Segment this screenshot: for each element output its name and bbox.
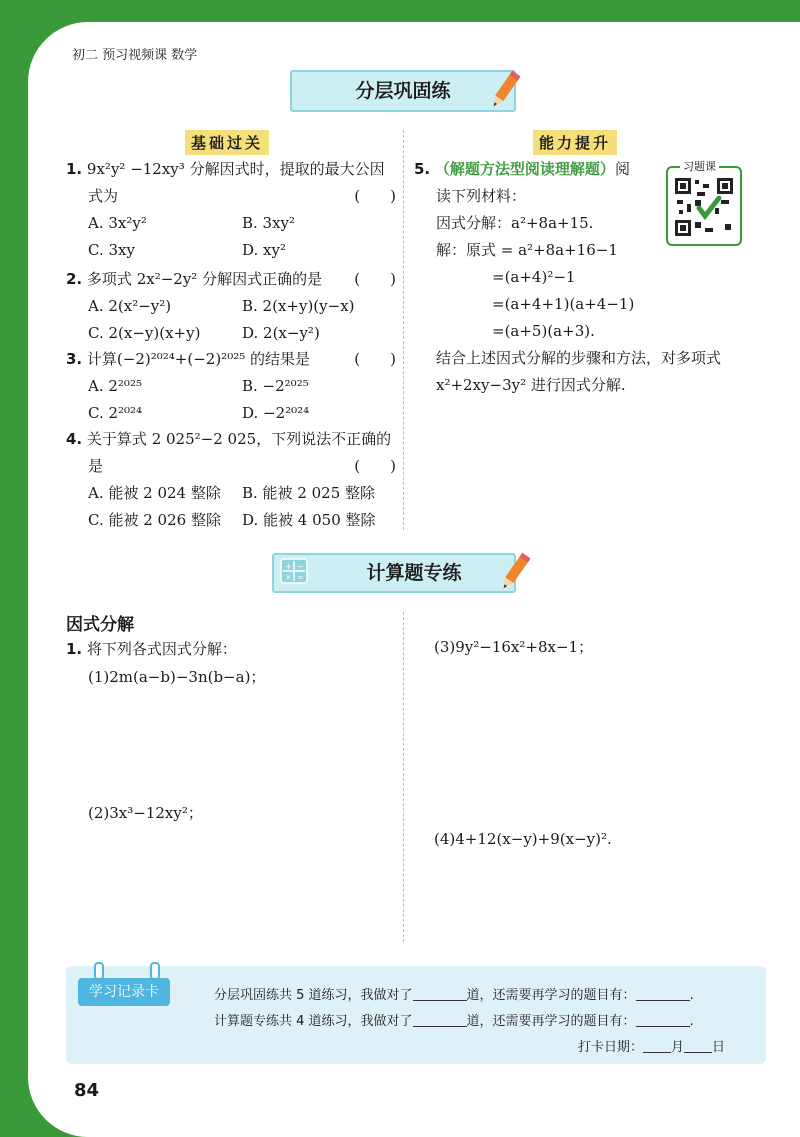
day-blank[interactable] — [684, 1038, 712, 1053]
question-stem: 阅 — [614, 160, 630, 178]
option-b[interactable]: B. 2(x+y)(y−x) — [242, 297, 355, 315]
record-text: 日 — [712, 1040, 726, 1055]
column-divider — [403, 130, 404, 530]
section-title: 因式分解 — [66, 615, 134, 635]
tag-advanced: 能力提升 — [533, 130, 617, 155]
column-divider — [403, 612, 404, 942]
question-number: 1. — [66, 160, 83, 178]
correct-count-blank-2[interactable] — [413, 1012, 467, 1027]
option-d[interactable]: D. 2(x−y²) — [242, 324, 320, 342]
sub-problem-3[interactable]: (3)9y²−16x²+8x−1； — [434, 638, 594, 656]
question-instruction: 结合上述因式分解的步骤和方法，对多项式 — [436, 349, 722, 367]
question-4 — [66, 426, 396, 534]
option-a[interactable]: A. 3x²y² — [88, 214, 147, 232]
option-b[interactable]: B. 能被 2 025 整除 — [242, 484, 376, 502]
question-1 — [66, 156, 396, 264]
qr-code-icon — [675, 178, 733, 236]
question-number: 5. — [414, 160, 431, 178]
qr-label: 习题课 — [680, 158, 719, 174]
tag-basic: 基础过关 — [185, 130, 269, 155]
page-header: 初二 预习视频课 数学 — [72, 48, 198, 63]
banner-layered-practice — [290, 70, 516, 112]
pencil-icon — [490, 68, 520, 112]
question-stem: 计算(−2)²⁰²⁴+(−2)²⁰²⁵ 的结果是 — [86, 350, 310, 368]
question-instruction: x²+2xy−3y² 进行因式分解. — [436, 376, 626, 394]
page-number: 84 — [74, 1080, 100, 1101]
banner-title: 分层巩固练 — [355, 80, 451, 102]
svg-text:−: − — [297, 562, 304, 571]
record-line-1 — [214, 984, 694, 1003]
record-text: 月 — [671, 1040, 685, 1055]
qr-code-card[interactable] — [666, 160, 742, 246]
material-line: =(a+4+1)(a+4−1) — [492, 295, 635, 313]
question-number: 2. — [66, 270, 83, 288]
option-b[interactable]: B. −2²⁰²⁵ — [242, 377, 309, 395]
question-number: 4. — [66, 430, 83, 448]
question-stem: 9x²y² −12xy³ 分解因式时，提取的最大公因 — [86, 160, 385, 178]
svg-text:+: + — [285, 562, 292, 571]
calc-question-1 — [66, 636, 237, 663]
option-a[interactable]: A. 2²⁰²⁵ — [88, 377, 142, 395]
option-d[interactable]: D. xy² — [242, 241, 286, 259]
sub-problem-4[interactable]: (4)4+12(x−y)+9(x−y)². — [434, 830, 612, 848]
question-type-tag: （解题方法型阅读理解题） — [434, 160, 615, 178]
sub-problem-1[interactable]: (1)2m(a−b)−3n(b−a)； — [88, 668, 266, 686]
record-text: 分层巩固练共 5 道练习，我做对了 — [214, 988, 413, 1003]
material-line: 读下列材料： — [436, 187, 527, 205]
option-d[interactable]: D. 能被 4 050 整除 — [242, 511, 376, 529]
record-text: 打卡日期： — [578, 1040, 644, 1055]
question-3 — [66, 346, 396, 427]
question-stem: 将下列各式因式分解： — [86, 640, 237, 658]
record-text: 道，还需要再学习的题目有： — [466, 1014, 636, 1029]
answer-paren[interactable]: ( ) — [354, 457, 396, 475]
option-b[interactable]: B. 3xy² — [242, 214, 296, 232]
record-text: . — [689, 1014, 694, 1029]
question-stem: 多项式 2x²−2y² 分解因式正确的是 — [86, 270, 323, 288]
review-items-blank-2[interactable] — [636, 1012, 690, 1027]
pencil-icon — [500, 550, 530, 594]
question-stem: 关于算式 2 025²−2 025，下列说法不正确的 — [86, 430, 392, 448]
answer-paren[interactable]: ( ) — [354, 187, 396, 205]
option-d[interactable]: D. −2²⁰²⁴ — [242, 404, 310, 422]
banner-title: 计算题专练 — [366, 562, 462, 584]
sub-problem-2[interactable]: (2)3x³−12xy²； — [88, 804, 203, 822]
question-stem: 是 — [88, 457, 104, 475]
material-line: =(a+5)(a+3). — [492, 322, 595, 340]
record-line-3 — [578, 1036, 725, 1055]
answer-paren[interactable]: ( ) — [354, 350, 396, 368]
record-line-2 — [214, 1010, 694, 1029]
correct-count-blank-1[interactable] — [413, 986, 467, 1001]
option-a[interactable]: A. 能被 2 024 整除 — [88, 484, 221, 502]
option-a[interactable]: A. 2(x²−y²) — [88, 297, 172, 315]
record-text: 计算题专练共 4 道练习，我做对了 — [214, 1014, 413, 1029]
question-stem: 式为 — [88, 187, 119, 205]
study-record-badge: 学习记录卡 — [78, 978, 170, 1006]
svg-text:=: = — [297, 573, 304, 582]
option-c[interactable]: C. 2²⁰²⁴ — [88, 404, 143, 422]
option-c[interactable]: C. 能被 2 026 整除 — [88, 511, 221, 529]
answer-paren[interactable]: ( ) — [354, 270, 396, 288]
banner-calculation-practice — [272, 553, 516, 593]
question-2 — [66, 266, 396, 347]
record-text: 道，还需要再学习的题目有： — [466, 988, 636, 1003]
material-line: 解：原式 = a²+8a+16−1 — [436, 241, 618, 259]
month-blank[interactable] — [643, 1038, 671, 1053]
material-line: =(a+4)²−1 — [492, 268, 576, 286]
question-number: 3. — [66, 350, 83, 368]
review-items-blank-1[interactable] — [636, 986, 690, 1001]
option-c[interactable]: C. 2(x−y)(x+y) — [88, 324, 201, 342]
material-line: 因式分解：a²+8a+15. — [436, 214, 594, 232]
question-number: 1. — [66, 640, 83, 658]
calculator-icon — [280, 558, 308, 584]
record-text: . — [689, 988, 694, 1003]
option-c[interactable]: C. 3xy — [88, 241, 135, 259]
svg-text:×: × — [285, 573, 292, 582]
